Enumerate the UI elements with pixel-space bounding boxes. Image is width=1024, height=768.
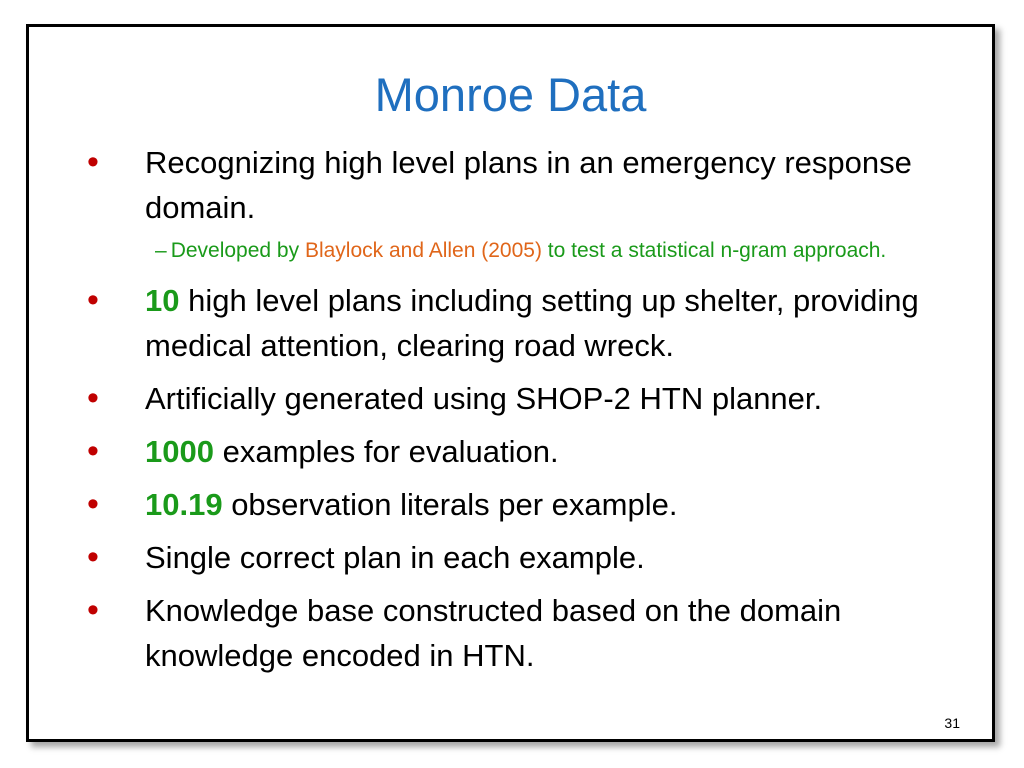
sub-bullet-suffix: to test a statistical n-gram approach. (541, 239, 887, 262)
bullet-item (87, 376, 967, 421)
bullet-text: high level plans including setting up shelter, providing medical attention, clearing road wreck. (145, 283, 919, 363)
bullet-dot-icon: • (87, 281, 99, 319)
bullet-dot-icon: • (87, 379, 99, 417)
slide-frame (26, 24, 995, 742)
bullet-item (87, 140, 967, 230)
bullet-dot-icon: • (87, 485, 99, 523)
bullet-text: Knowledge base constructed based on the domain knowledge encoded in HTN. (145, 593, 842, 673)
bullet-dot-icon: • (87, 591, 99, 629)
bullet-dot-icon: • (87, 432, 99, 470)
bullet-item (87, 429, 967, 474)
bullet-item (87, 588, 967, 678)
page-number: 31 (944, 715, 960, 731)
sub-bullet-dash-icon: – (155, 239, 167, 262)
slide-title: Monroe Data (374, 68, 647, 121)
bullet-list (87, 140, 967, 686)
bullet-text: Artificially generated using SHOP-2 HTN planner. (145, 381, 823, 416)
sub-bullet-item (117, 234, 967, 268)
number-highlight: 1000 (145, 434, 214, 469)
bullet-text: examples for evaluation. (213, 434, 559, 469)
bullet-text: Recognizing high level plans in an emergency response domain. (145, 145, 912, 225)
bullet-item (87, 278, 967, 368)
bullet-item (87, 482, 967, 527)
bullet-item (87, 535, 967, 580)
number-highlight: 10.19 (145, 487, 223, 522)
number-highlight: 10 (145, 283, 180, 318)
bullet-text: Single correct plan in each example. (145, 540, 645, 575)
citation-highlight: Blaylock and Allen (2005) (304, 239, 542, 262)
bullet-dot-icon: • (87, 143, 99, 181)
bullet-text: observation literals per example. (222, 487, 678, 522)
sub-bullet-prefix: Developed by (170, 239, 305, 262)
bullet-dot-icon: • (87, 538, 99, 576)
